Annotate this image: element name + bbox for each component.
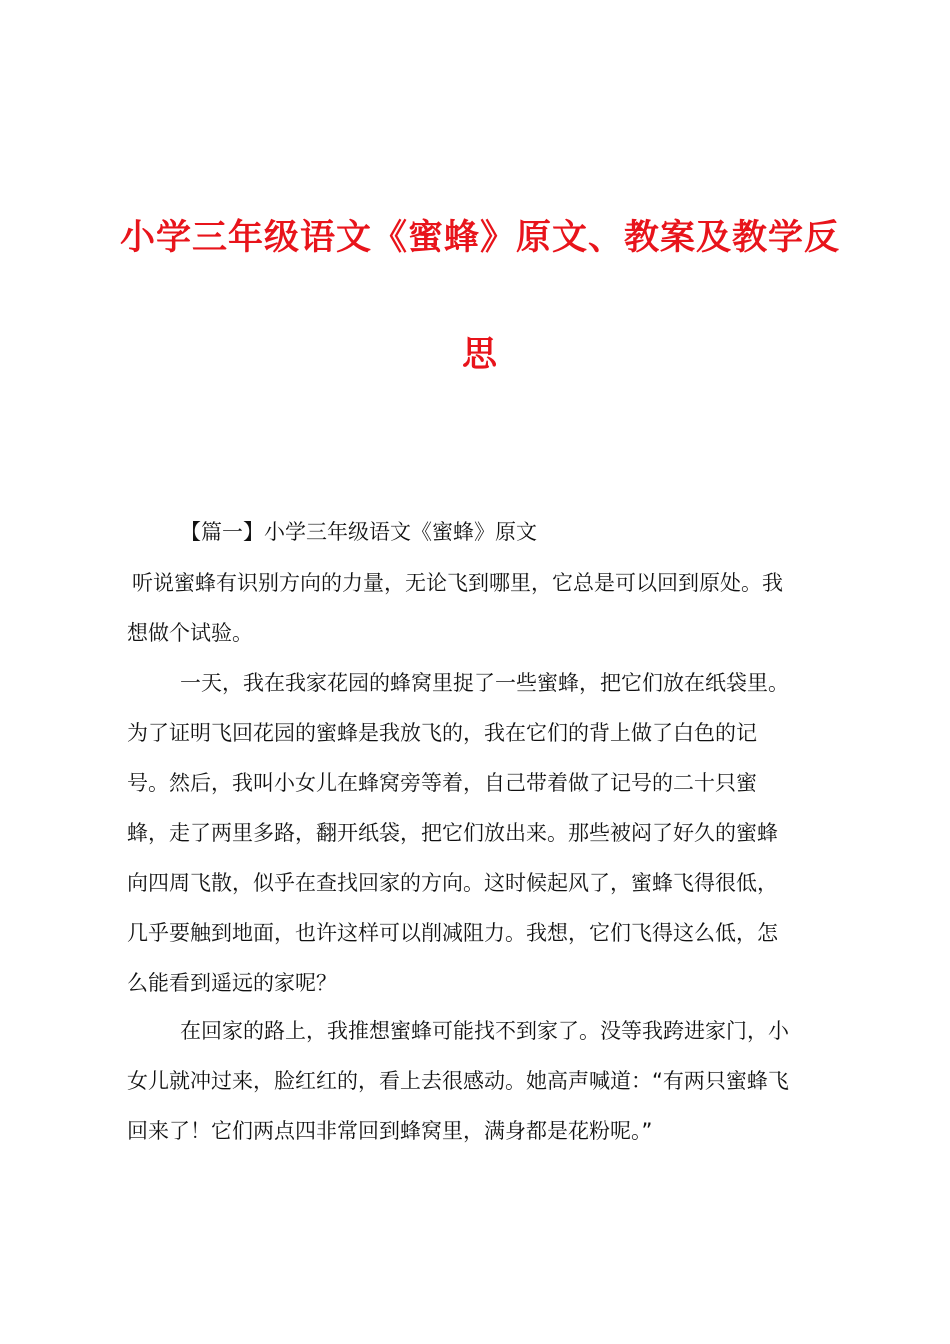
paragraph-line: 在回家的路上，我推想蜜蜂可能找不到家了。没等我跨进家门，小 [180,1019,789,1043]
paragraph-line: 号。然后，我叫小女儿在蜂窝旁等着，自己带着做了记号的二十只蜜 [127,771,757,795]
paragraph-line: 回来了！它们两点四非常回到蜂窝里，满身都是花粉呢。” [127,1119,653,1143]
section-heading: 【篇一】小学三年级语文《蜜蜂》原文 [180,520,537,544]
paragraph-line: 蜂，走了两里多路，翻开纸袋，把它们放出来。那些被闷了好久的蜜蜂 [127,821,778,845]
paragraph-line: 女儿就冲过来，脸红红的，看上去很感动。她高声喊道：“有两只蜜蜂飞 [127,1069,789,1093]
paragraph-line: 么能看到遥远的家呢？ [127,971,337,995]
paragraph-line: 几乎要触到地面，也许这样可以削减阻力。我想，它们飞得这么低，怎 [127,921,778,945]
paragraph-line: 想做个试验。 [127,621,253,645]
paragraph-line: 听说蜜蜂有识别方向的力量，无论飞到哪里，它总是可以回到原处。我 [132,571,783,595]
document-title-line-1: 小学三年级语文《蜜蜂》原文、教案及教学反 [120,217,841,258]
paragraph-line: 一天，我在我家花园的蜂窝里捉了一些蜜蜂，把它们放在纸袋里。 [180,671,789,695]
paragraph-line: 为了证明飞回花园的蜜蜂是我放飞的，我在它们的背上做了白色的记 [127,721,757,745]
paragraph-line: 向四周飞散，似乎在查找回家的方向。这时候起风了，蜜蜂飞得很低， [127,871,778,895]
document-title-line-2: 思 [461,334,498,375]
